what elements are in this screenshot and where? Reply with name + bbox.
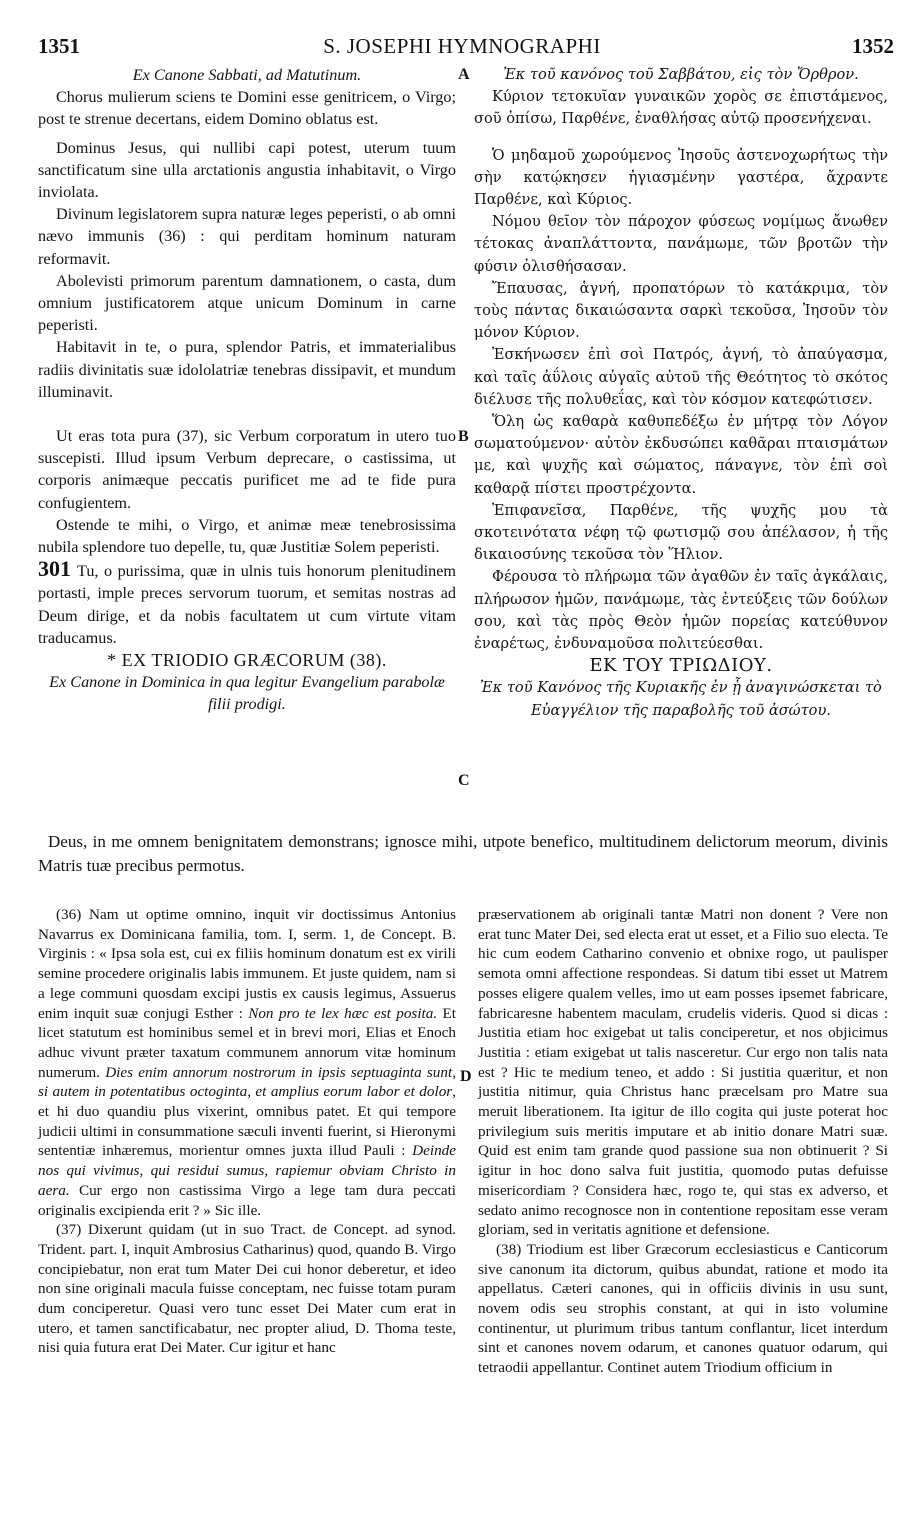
latin-section-heading: * EX TRIODIO GRÆCORUM (38). xyxy=(107,650,387,671)
footnote-38: (38) Triodium est liber Græcorum ecclesiasticus e Canticorum sive canonum ita dictorum, quibus abundat, ratione et modo ita appellatus. Cæteri canones, qui in officiis divinis in usu sunt, novem odis seu strophis constant, at qui in isto volumine continentur, ut plurimum tribus tantum conflantur, licet interdum sint et canones novem odarum, et canones quatuor odarum, qui tetraodii appellantur. Continet autem Triodium officium in xyxy=(478,1240,888,1377)
latin-verse-3: Divinum legislatorem supra naturæ leges peperisti, o ab omni nævo immunis (36) : qui perditam hominum naturam reformavit. xyxy=(38,205,456,268)
page-number-left: 1351 xyxy=(38,34,80,58)
latin-verse-7: Ostende te mihi, o Virgo, et animæ meæ tenebrosissima nubila splendore tuo depelle, tu, quæ Justitiæ Solem peperisti. xyxy=(38,515,456,557)
greek-subtitle: Ἐκ τοῦ κανόνος τοῦ Σαββάτου, εἰς τὸν Ὄρθρον. xyxy=(503,66,859,83)
footnote-37: (37) Dixerunt quidam (ut in suo Tract. de Concept. ad synod. Trident. part. I, inquit Ambrosius Catharinus) quod, quando B. Virgo concipiebatur, non erat tum Mater Dei cui honor deberetur, et ideo non sine originali macula fuisse conceptam, nec fuisse totam puram dum conciperetur. Quasi vero tunc esset Dei Mater cum erat in utero, et tamen sanctificabatur, nec propter aliud, D. Thoma teste, nisi quia futura erat Dei Mater. Cur igitur et hanc xyxy=(38,1221,456,1357)
footnote-36 xyxy=(38,905,456,1220)
greek-verse-3: Νόμου θεῖον τὸν πάροχον φύσεως νομίμως ἄνωθεν τέτοκας ἀναπλάττοντα, πανάμωμε, τῶν βροτῶν τὴν φύσιν ὀλισθήσασαν. xyxy=(474,213,888,275)
full-width-verse-text: Deus, in me omnem benignitatem demonstrans; ignosce mihi, utpote benefico, multitudinem delictorum meorum, divinis Matris tuæ precibus permotus. xyxy=(38,832,888,875)
greek-verse-6: Ὅλη ὡς καθαρὰ καθυπεδέξω ἐν μήτρᾳ τὸν Λόγον σωματούμενον· αὐτὸν ἐκδυσώπει καθᾶραι πταισμάτων με, καὶ ψυχῆς καὶ σώματος, πάναγνε, τὸν ἐπὶ σοὶ καθαρᾷ πίστει προστρέχοντα. xyxy=(474,413,888,497)
page-number-right: 1352 xyxy=(852,34,894,58)
column-marker-b: B xyxy=(458,428,469,445)
greek-verse-7: Ἐπιφανεῖσα, Παρθένε, τῆς ψυχῆς μου τὰ σκοτεινότατα νέφη τῷ φωτισμῷ σου ἀπέλασον, ἡ τῆς δικαιοσύνης τεκοῦσα τὸν Ἥλιον. xyxy=(474,501,888,564)
latin-verse-8-text: Tu, o purissima, quæ in ulnis tuis honorum plenitudinem portasti, imple preces servorum tuorum, et semitas nostras ad Deum dirige, et da nobis facultatem ut cum virtute vitam traducamus. xyxy=(38,562,456,647)
running-title: S. JOSEPHI HYMNOGRAPHI xyxy=(323,34,601,58)
footnotes-left-column xyxy=(38,905,456,1358)
latin-column xyxy=(38,64,456,716)
greek-verse-5: Ἐσκήνωσεν ἐπὶ σοὶ Πατρός, ἁγνή, τὸ ἀπαύγασμα, καὶ ταῖς ἀΰλοις αὐγαῖς αὐτοῦ τῆς Θεότητος τὸ σκότος διέλυσε τῆς πολυθεΐας, καὶ τὸν κόσμον κατεφώτισεν. xyxy=(474,346,888,408)
column-number: 301 xyxy=(38,556,71,582)
latin-verse-4: Abolevisti primorum parentum damnationem, o casta, dum omnium justificatorem atque unicum Dominum in carne peperisti. xyxy=(38,271,456,335)
footnote-37-continued: præservationem ab originali tantæ Matri non donent ? Vere non erat tunc Mater Dei, sed electa erat ut esset, et a Filio suo electa. Te hic cum eodem Catharino convenio et obnixe rogo, ut paulisper semota omni affectione respondeas. Si datum tibi esset ut Matrem posses eligere qualem velles, imo ut eam posses ipsemet fabricare, fabricaresne habentem maculam, crudelis videris. Quod si dicas : Justitia etiam hoc exigebat ut talis conciperetur, et nos objicimus Justitia : etiam exigebat ut talis nasceretur. Cur ergo non talis nata est ? Hic te medium teneo, et addo : Si justitia quæritur, et non justitia nitimur, quia Christus hanc præcelsam pro Matre sua meruit liberationem. Ita igitur de illo cogita qui juste poterat hoc privilegium suis meritis imputare et ab initio donare Matri suæ. Quid est enim tam grande quod passione sua non obtinuerit ? Si igitur in hoc dono salva fuit justitia, quomodo putas defuisse misericordiam ? Considera hæc, rogo te, qui stas ex adverso, et sedato animo recognosce non in contentione repositam esse veram gloriam, sed in veritatis agnitione et defensione. xyxy=(478,906,888,1239)
column-marker-c: C xyxy=(458,772,470,789)
latin-verse-6: Ut eras tota pura (37), sic Verbum corporatum in utero tuo suscepisti. Illud ipsum Verbum deprecare, o castissima, ut corporis animæque peccatis purificet me ad te fide pura confugientem. xyxy=(38,427,456,512)
footnote-36-quote-2: Dies enim annorum nostrorum in ipsis septuaginta sunt, si autem in potentatibus octoginta, et amplius eorum labor et dolor xyxy=(38,1063,457,1101)
footnote-36-part-2: Et licet statutum est hominibus semel et in brevi mori, Elias et Enoch adhuc vivunt præter taxatum communem annorum vitæ hominum numerum. xyxy=(38,1004,457,1081)
greek-section-heading: ΕΚ ΤΟΥ ΤΡΙΩΔΙΟΥ. xyxy=(589,655,773,677)
latin-verse-5: Habitavit in te, o pura, splendor Patris, et immaterialibus radiis divinitatis suæ idololatriæ tenebras dissipavit, et mundum illuminavit. xyxy=(38,338,456,401)
latin-verse-8 xyxy=(38,558,456,649)
latin-subtitle: Ex Canone Sabbati, ad Matutinum. xyxy=(132,66,362,84)
footnotes-right-column xyxy=(478,905,888,1378)
footnote-36-part-3: , et hi duo quandiu plus vixerint, omnibus patet. Et qui tempore judicii ultimi in consummatione sæculi inventi fuerint, si Hieronymi sententiæ inhæremus, morientur omnes juxta illud Pauli : xyxy=(38,1083,456,1160)
footnote-36-quote-3: Deinde nos qui vivimus, qui residui sumus, rapiemur obviam Christo in aera. xyxy=(38,1142,456,1199)
greek-verse-2: Ὁ μηδαμοῦ χωρούμενος Ἰησοῦς ἀστενοχωρήτως τὴν σὴν κατῴκησεν ἡγιασμένην γαστέρα, ἄχραντε Παρθένε, καὶ Κύριος. xyxy=(474,146,888,209)
greek-verse-1: Κύριον τετοκυῖαν γυναικῶν χορὸς σε ἐπιστάμενος, σοῦ ὀπίσω, Παρθένε, ἐναθλήσας αὐτῷ προσενήχεναι. xyxy=(474,88,888,128)
footnote-36-quote-1: Non pro te lex hæc est posita. xyxy=(248,1004,438,1022)
column-marker-a: A xyxy=(458,66,470,83)
greek-verse-8: Φέρουσα τὸ πλήρωμα τῶν ἀγαθῶν ἐν ταῖς ἀγκάλαις, πλήρωσον ἡμῶν, πανάμωμε, τὰς ἐντεύξεις τῶν δούλων σου, καὶ τὰς πρὸς Θεὸν ἡμῶν πορείας κατεύθυνον ἐναρέτως, ἐνδυναμοῦσα πολιτεύεσθαι. xyxy=(474,568,888,653)
footnote-36-part-1: (36) Nam ut optime omnino, inquit vir doctissimus Antonius Navarrus ex Dominicana familia, tom. I, serm. 1, de Concept. B. Virginis : « Ipsa sola est, cui ex filiis hominum donatum est ex virili semine procedere originalis labis immunem. Et juste quidem, nam si a lege communi quosdam excipi justis ex causis legimus, Assuerus enim inquit suæ conjugi Esther : xyxy=(38,906,456,1022)
greek-verse-4: Ἔπαυσας, ἁγνή, προπατόρων τὸ κατάκριμα, τὸν τοὺς πάντας δικαιώσαντα σαρκὶ τεκοῦσα, Ἰησοῦν τὸν μόνον Κύριον. xyxy=(474,279,888,342)
greek-section-subtitle: Ἐκ τοῦ Κανόνος τῆς Κυριακῆς ἐν ᾗ ἀναγινώσκεται τὸ Εὐαγγέλιον τῆς παραβολῆς τοῦ ἀσώτου. xyxy=(480,679,882,719)
column-marker-d: D xyxy=(460,1068,472,1085)
latin-verse-2: Dominus Jesus, qui nullibi capi potest, uterum tuum sanctificatum sine ulla arctationis angustia inhabitavit, o Virgo inviolata. xyxy=(38,138,456,202)
full-width-verse xyxy=(38,830,888,878)
latin-verse-1: Chorus mulierum sciens te Domini esse genitricem, o Virgo; post te strenue decertans, eidem Domino oblatus est. xyxy=(38,88,456,129)
footnote-36-part-4: Cur ergo non castissima Virgo a lege tam dura peccati originalis excipienda erit ? » Sic ille. xyxy=(38,1181,457,1219)
latin-section-subtitle: Ex Canone in Dominica in qua legitur Evangelium parabolæ filii prodigi. xyxy=(49,673,445,714)
greek-column xyxy=(474,64,888,722)
